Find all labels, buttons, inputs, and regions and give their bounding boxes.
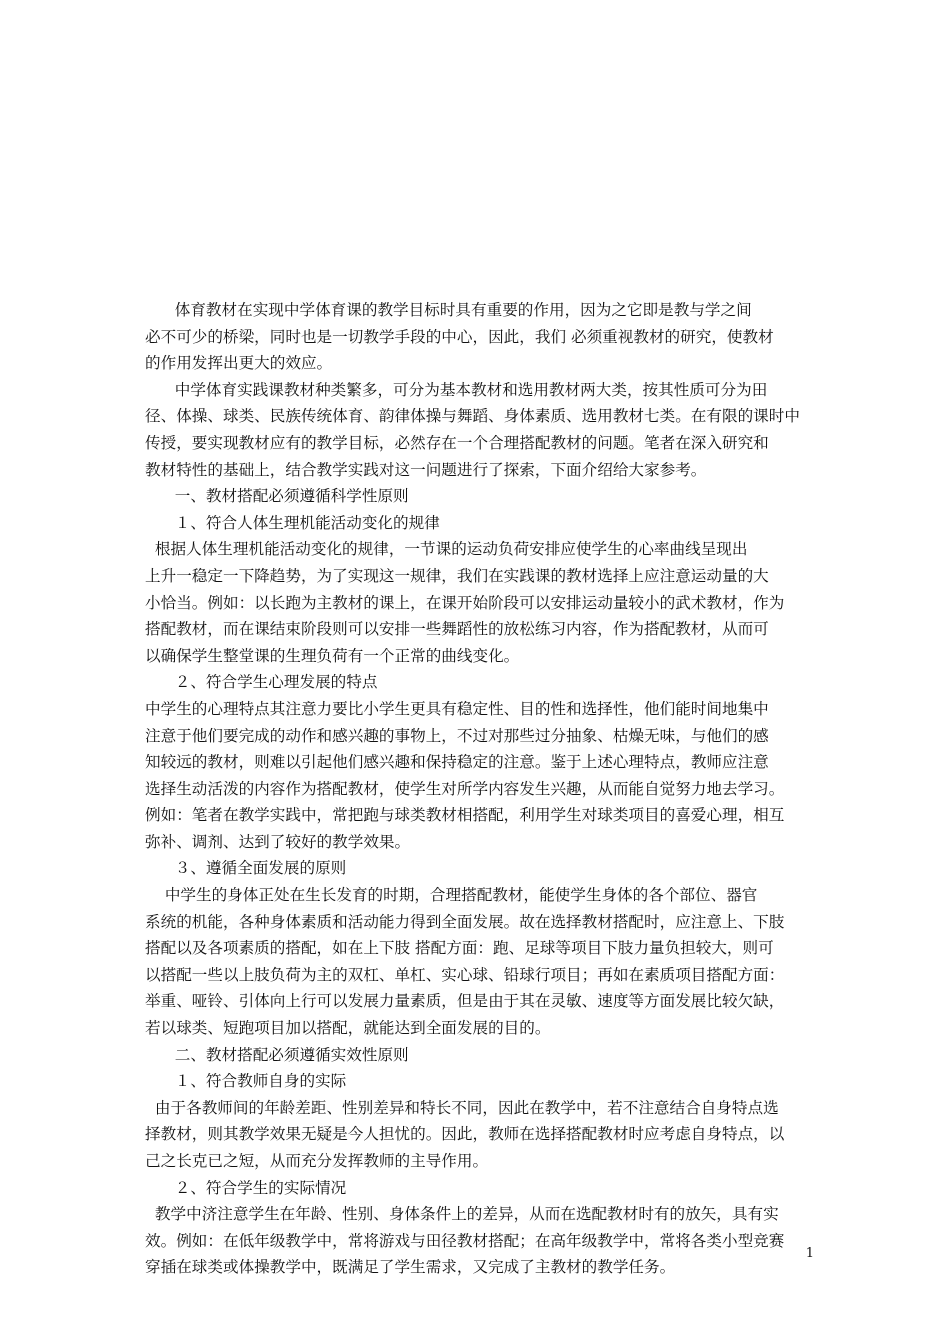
text-line: 教学中济注意学生在年龄、性别、身体条件上的差异，从而在选配教材时有的放矢，具有实 bbox=[145, 1205, 779, 1224]
text-line: ３、遵循全面发展的原则 bbox=[145, 859, 347, 878]
text-line: 一、教材搭配必须遵循科学性原则 bbox=[145, 487, 409, 506]
text-line: 择教材，则其教学效果无疑是今人担忧的。因此，教师在选择搭配教材时应考虑自身特点，以 bbox=[145, 1125, 785, 1144]
text-line: 径、体操、球类、民族传统体育、韵律体操与舞蹈、身体素质、选用教材七类。在有限的课时中 bbox=[145, 407, 800, 426]
text-line: ２、符合学生心理发展的特点 bbox=[145, 673, 378, 692]
text-line: 举重、哑铃、引体向上行可以发展力量素质，但是由于其在灵敏、速度等方面发展比较欠缺， bbox=[145, 992, 785, 1011]
text-line: 由于各教师间的年龄差距、性别差异和特长不同，因此在教学中，若不注意结合自身特点选 bbox=[145, 1098, 779, 1117]
text-line: 若以球类、短跑项目加以搭配，就能达到全面发展的目的。 bbox=[145, 1019, 551, 1038]
text-line: 传授，要实现教材应有的教学目标，必然存在一个合理搭配教材的问题。笔者在深入研究和 bbox=[145, 433, 769, 452]
body-text bbox=[145, 297, 813, 1281]
text-line: 体育教材在实现中学体育课的教学目标时具有重要的作用，因为之它即是教与学之间 bbox=[145, 301, 752, 319]
text-line: 选择生动活泼的内容作为搭配教材，使学生对所学内容发生兴趣，从而能自觉努力地去学习。 bbox=[145, 779, 785, 798]
text-line: 知较远的教材，则难以引起他们感兴趣和保持稳定的注意。鉴于上述心理特点，教师应注意 bbox=[145, 753, 769, 772]
text-line: ２、符合学生的实际情况 bbox=[145, 1178, 347, 1197]
page-number: 1 bbox=[805, 1246, 814, 1261]
text-line: 例如：笔者在教学实践中，常把跑与球类教材相搭配，利用学生对球类项目的喜爱心理，相互 bbox=[145, 806, 785, 825]
text-line: 注意于他们要完成的动作和感兴趣的事物上，不过对那些过分抽象、枯燥无味，与他们的感 bbox=[145, 726, 769, 745]
text-line: 己之长克已之短，从而充分发挥教师的主导作用。 bbox=[145, 1152, 489, 1170]
text-line: 上升一稳定一下降趋势，为了实现这一规律，我们在实践课的教材选择上应注意运动量的大 bbox=[145, 566, 769, 585]
text-line: 中学体育实践课教材种类繁多，可分为基本教材和选用教材两大类，按其性质可分为田 bbox=[145, 380, 768, 399]
text-line: 以搭配一些以上肢负荷为主的双杠、单杠、实心球、铅球行项目；再如在素质项目搭配方面： bbox=[145, 965, 785, 984]
text-line: 中学生的身体正处在生长发育的时期，合理搭配教材，能使学生身体的各个部位、器官 bbox=[145, 886, 758, 905]
text-line: 小恰当。例如：以长跑为主教材的课上，在课开始阶段可以安排运动量较小的武术教材，作为 bbox=[145, 593, 785, 612]
text-line: 二、教材搭配必须遵循实效性原则 bbox=[145, 1045, 409, 1064]
text-line: １、符合教师自身的实际 bbox=[145, 1072, 347, 1091]
text-line: 效。例如：在低年级教学中，常将游戏与田径教材搭配；在高年级教学中，常将各类小型竞赛 bbox=[145, 1231, 785, 1250]
text-line: １、符合人体生理机能活动变化的规律 bbox=[145, 513, 440, 532]
text-line: 弥补、调剂、达到了较好的教学效果。 bbox=[145, 832, 411, 851]
text-line: 穿插在球类或体操教学中，既满足了学生需求，又完成了主教材的教学任务。 bbox=[145, 1258, 676, 1277]
text-line: 搭配教材，而在课结束阶段则可以安排一些舞蹈性的放松练习内容，作为搭配教材，从而可 bbox=[145, 620, 769, 639]
text-line: 教材特性的基础上，结合教学实践对这一问题进行了探索，下面介绍给大家参考。 bbox=[145, 460, 707, 479]
text-line: 中学生的心理特点其注意力要比小学生更具有稳定性、目的性和选择性，他们能时间地集中 bbox=[145, 699, 769, 718]
text-line: 必不可少的桥梁，同时也是一切教学手段的中心，因此，我们 必须重视教材的研究，使教材 bbox=[145, 327, 774, 346]
text-line: 的作用发挥出更大的效应。 bbox=[145, 354, 333, 373]
text-line: 搭配以及各项素质的搭配，如在上下肢 搭配方面：跑、足球等项目下肢力量负担较大，则可 bbox=[145, 939, 774, 958]
text-line: 以确保学生整堂课的生理负荷有一个正常的曲线变化。 bbox=[145, 646, 520, 665]
text-line: 系统的机能，各种身体素质和活动能力得到全面发展。故在选择教材搭配时，应注意上、下肢 bbox=[145, 912, 785, 931]
text-line: 根据人体生理机能活动变化的规律，一节课的运动负荷安排应使学生的心率曲线呈现出 bbox=[145, 540, 748, 559]
